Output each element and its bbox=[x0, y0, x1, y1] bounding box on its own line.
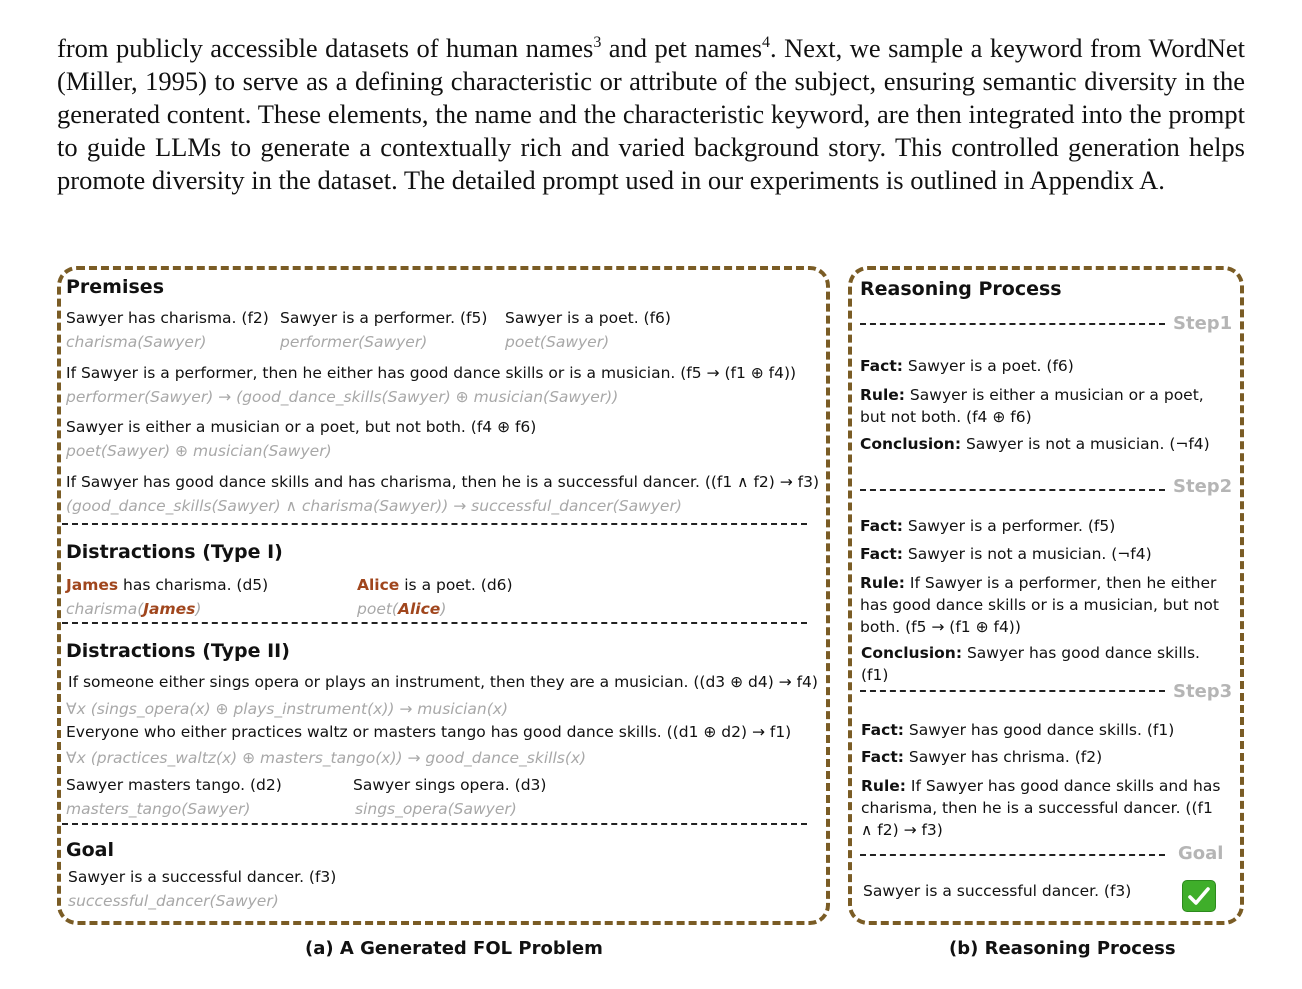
goal-title: Goal bbox=[66, 839, 114, 861]
step-divider bbox=[860, 690, 1165, 692]
goal-statement: Sawyer is a successful dancer. (f3) bbox=[68, 868, 337, 886]
step2-label: Step2 bbox=[1173, 476, 1233, 497]
step-divider bbox=[860, 323, 1165, 325]
step-divider bbox=[860, 854, 1165, 856]
distractions-type1-title: Distractions (Type I) bbox=[66, 541, 283, 563]
distraction-rule-dance: Everyone who either practices waltz or masters tango has good dance skills. ((d1 ⊕ d2) → f1) bbox=[66, 723, 792, 741]
reasoning-goal-statement: Sawyer is a successful dancer. (f3) bbox=[863, 882, 1132, 900]
distraction-d2-formula: masters_tango(Sawyer) bbox=[66, 800, 251, 818]
section-divider bbox=[62, 823, 807, 825]
step3-label: Step3 bbox=[1173, 681, 1233, 702]
step1-label: Step1 bbox=[1173, 313, 1233, 334]
premise-rule-dancer: If Sawyer has good dance skills and has charisma, then he is a successful dancer. ((f1 ∧ f2) → f3) bbox=[66, 473, 820, 491]
footnote-4[interactable]: 4 bbox=[762, 34, 771, 52]
premise-f5: Sawyer is a performer. (f5) bbox=[280, 309, 488, 327]
premise-rule-musician-poet-formula: poet(Sawyer) ⊕ musician(Sawyer) bbox=[66, 442, 332, 460]
premise-f6-formula: poet(Sawyer) bbox=[505, 333, 610, 351]
distraction-rule-musician: If someone either sings opera or plays an instrument, then they are a musician. ((d3 ⊕ d4) → f4) bbox=[68, 673, 818, 691]
step2-conclusion: Conclusion: Sawyer has good dance skills. (f1) bbox=[861, 644, 1200, 684]
premise-f5-formula: performer(Sawyer) bbox=[280, 333, 428, 351]
premise-f2-formula: charisma(Sawyer) bbox=[66, 333, 207, 351]
distractions-type2-title: Distractions (Type II) bbox=[66, 640, 290, 662]
premise-rule-musician-poet: Sawyer is either a musician or a poet, but not both. (f4 ⊕ f6) bbox=[66, 418, 537, 436]
distraction-d6: Alice is a poet. (d6) bbox=[357, 576, 513, 594]
step2-rule: Rule: If Sawyer is a performer, then he either has good dance skills or is a musician, but not both. (f5 → (f1 ⊕ f4)) bbox=[860, 574, 1219, 636]
premise-rule-performer: If Sawyer is a performer, then he either has good dance skills or is a musician. (f5 → (f1 ⊕ f4)) bbox=[66, 364, 797, 382]
distraction-rule-musician-formula: ∀x (sings_opera(x) ⊕ plays_instrument(x)) → musician(x) bbox=[66, 700, 508, 718]
premises-title: Premises bbox=[66, 276, 164, 298]
step3-rule: Rule: If Sawyer has good dance skills and has charisma, then he is a successful dancer. ((f1 ∧ f2) → f3) bbox=[861, 777, 1221, 839]
body-paragraph bbox=[57, 32, 1245, 197]
caption-b: (b) Reasoning Process bbox=[949, 938, 1176, 959]
premise-rule-dancer-formula: (good_dance_skills(Sawyer) ∧ charisma(Sawyer)) → successful_dancer(Sawyer) bbox=[66, 497, 682, 515]
distraction-d6-formula: poet(Alice) bbox=[357, 600, 447, 618]
step1-rule: Rule: Sawyer is either a musician or a poet, but not both. (f4 ⊕ f6) bbox=[860, 386, 1204, 426]
distraction-rule-dance-formula: ∀x (practices_waltz(x) ⊕ masters_tango(x)) → good_dance_skills(x) bbox=[66, 749, 587, 767]
step1-fact: Fact: Sawyer is a poet. (f6) bbox=[860, 357, 1074, 375]
premise-f6: Sawyer is a poet. (f6) bbox=[505, 309, 671, 327]
step2-fact-not-musician: Fact: Sawyer is not a musician. (¬f4) bbox=[860, 545, 1152, 563]
premise-f2: Sawyer has charisma. (f2) bbox=[66, 309, 269, 327]
step1-conclusion: Conclusion: Sawyer is not a musician. (¬f4) bbox=[860, 435, 1210, 453]
paragraph-text: from publicly accessible datasets of human names$^3$ and pet names$^4$. Next, we sample a keyword from WordNet (Miller, 1995) to serve as a defining characteristic or attribute of the subject, ensuring semantic diversity in the generated content. These elements, the name and the characteristic keyword, are then integrated into the prompt to guide LLMs to generate a contextually rich and varied background story. This controlled generation helps promote diversity in the dataset. The detailed prompt used in our experiments is outlined in Appendix A. bbox=[57, 33, 1245, 195]
step-divider bbox=[860, 489, 1165, 491]
distraction-d5-formula: charisma(James) bbox=[66, 600, 202, 618]
reasoning-title: Reasoning Process bbox=[860, 278, 1062, 300]
distraction-d3: Sawyer sings opera. (d3) bbox=[353, 776, 547, 794]
footnote-3[interactable]: 3 bbox=[593, 34, 602, 52]
step2-fact-performer: Fact: Sawyer is a performer. (f5) bbox=[860, 517, 1116, 535]
goal-formula: successful_dancer(Sawyer) bbox=[68, 892, 279, 910]
caption-a: (a) A Generated FOL Problem bbox=[305, 938, 603, 959]
step3-fact-dance-skills: Fact: Sawyer has good dance skills. (f1) bbox=[861, 721, 1175, 739]
step3-fact-charisma: Fact: Sawyer has chrisma. (f2) bbox=[861, 748, 1103, 766]
distraction-d2: Sawyer masters tango. (d2) bbox=[66, 776, 282, 794]
distraction-d3-formula: sings_opera(Sawyer) bbox=[355, 800, 517, 818]
section-divider bbox=[62, 523, 807, 525]
premise-rule-performer-formula: performer(Sawyer) → (good_dance_skills(Sawyer) ⊕ musician(Sawyer)) bbox=[66, 388, 619, 406]
check-mark-icon bbox=[1182, 880, 1216, 912]
distraction-d5: James has charisma. (d5) bbox=[66, 576, 269, 594]
goal-label: Goal bbox=[1178, 843, 1224, 864]
section-divider bbox=[62, 622, 807, 624]
